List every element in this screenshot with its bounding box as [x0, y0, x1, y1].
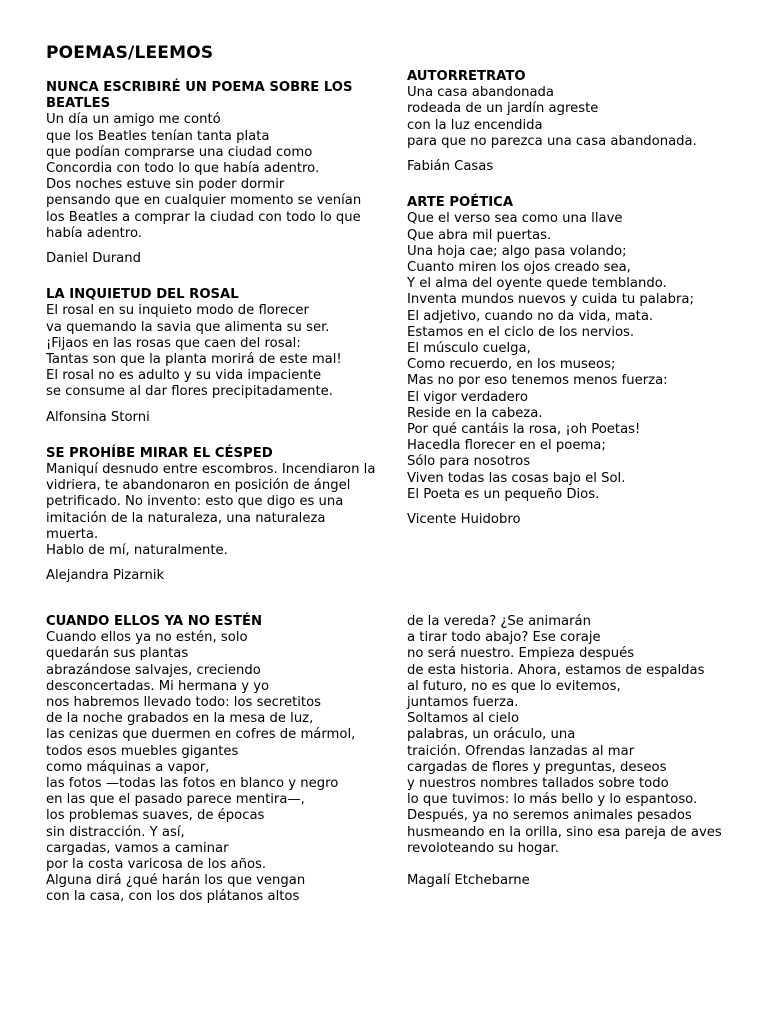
right-column-bottom — [407, 614, 737, 909]
poem-line: muerta. — [46, 526, 99, 542]
poem-author: Daniel Durand — [46, 251, 141, 267]
poem-author: Magalí Etchebarne — [407, 873, 530, 889]
poem-line: abrazándose salvajes, creciendo — [46, 662, 261, 678]
poem-line: cargadas, vamos a caminar — [46, 840, 229, 856]
poem-cuando-ellos-ya-no-esten-continued — [407, 614, 737, 889]
poem-line: sin distracción. Y así, — [46, 824, 185, 840]
poem-line: Una casa abandonada — [407, 85, 554, 101]
poem-la-inquietud-del-rosal — [46, 287, 376, 426]
poem-line: Una hoja cae; algo pasa volando; — [407, 243, 627, 259]
poem-line: que los Beatles tenían tanta plata — [46, 128, 270, 144]
poem-line: husmeando en la orilla, sino esa pareja de aves — [407, 824, 722, 840]
poem-line: Dos noches estuve sin poder dormir — [46, 177, 285, 193]
poem-line: lo que tuvimos: lo más bello y lo espantoso. — [407, 792, 698, 808]
poem-line: Viven todas las cosas bajo el Sol. — [407, 470, 626, 486]
poem-line: a tirar todo abajo? Ese coraje — [407, 630, 601, 646]
poem-line: El vigor verdadero — [407, 389, 528, 405]
poem-author: Vicente Huidobro — [407, 512, 521, 528]
poem-line: y nuestros nombres tallados sobre todo — [407, 776, 669, 792]
poem-line: para que no parezca una casa abandonada. — [407, 133, 697, 149]
poem-line: Inventa mundos nuevos y cuida tu palabra; — [407, 292, 694, 308]
poem-line: traición. Ofrendas lanzadas al mar — [407, 743, 635, 759]
poem-line: con la casa, con los dos plátanos altos — [46, 889, 300, 905]
poem-line: como máquinas a vapor, — [46, 759, 210, 775]
poem-line: había adentro. — [46, 225, 143, 241]
poem-line: Que el verso sea como una llave — [407, 211, 623, 227]
poem-line: Maniquí desnudo entre escombros. Incendiaron la — [46, 462, 376, 478]
poem-line: El rosal no es adulto y su vida impaciente — [46, 368, 322, 384]
poem-line: al futuro, no es que lo evitemos, — [407, 678, 621, 694]
poem-line: Cuando ellos ya no estén, solo — [46, 630, 248, 646]
poem-title: NUNCA ESCRIBIRÉ UN POEMA SOBRE LOS — [46, 80, 353, 95]
right-column-top — [407, 69, 737, 548]
poem-line: Reside en la cabeza. — [407, 405, 543, 421]
page-title: POEMAS/LEEMOS — [46, 43, 214, 63]
poem-title: CUANDO ELLOS YA NO ESTÉN — [46, 614, 263, 629]
poem-line: nos habremos llevado todo: los secretitos — [46, 695, 322, 711]
poem-line: de esta historia. Ahora, estamos de espaldas — [407, 662, 705, 678]
poem-line: rodeada de un jardín agreste — [407, 101, 599, 117]
poem-title: LA INQUIETUD DEL ROSAL — [46, 287, 239, 303]
poem-line: se consume al dar flores precipitadamente. — [46, 384, 333, 400]
poem-line: todos esos muebles gigantes — [46, 743, 239, 759]
poem-line: revoloteando su hogar. — [407, 840, 559, 856]
poem-line: Cuanto miren los ojos creado sea, — [407, 260, 631, 276]
poem-line: va quemando la savia que alimenta su ser. — [46, 319, 330, 335]
poem-line: El Poeta es un pequeño Dios. — [407, 486, 600, 502]
poem-line: ¡Fijaos en las rosas que caen del rosal: — [46, 335, 301, 351]
poem-author: Alfonsina Storni — [46, 409, 150, 425]
poem-line: cargadas de flores y preguntas, deseos — [407, 759, 667, 775]
poem-line: de la noche grabados en la mesa de luz, — [46, 711, 314, 727]
poem-line: palabras, un oráculo, una — [407, 727, 576, 743]
poem-line: Hablo de mí, naturalmente. — [46, 543, 228, 559]
poem-author: Alejandra Pizarnik — [46, 568, 165, 584]
poem-line: no será nuestro. Empieza después — [407, 646, 635, 662]
poem-line: pensando que en cualquier momento se venían — [46, 193, 362, 209]
poem-line: Concordia con todo lo que había adentro. — [46, 161, 320, 177]
poem-line: El músculo cuelga, — [407, 341, 531, 357]
left-column-top — [46, 80, 376, 604]
poem-title: ARTE POÉTICA — [407, 195, 514, 211]
poem-line: Como recuerdo, en los museos; — [407, 357, 616, 373]
poem-se-prohibe-mirar-el-cesped — [46, 446, 376, 585]
left-column-bottom — [46, 614, 376, 926]
poem-line: por la costa varicosa de los años. — [46, 857, 267, 873]
poem-line: desconcertadas. Mi hermana y yo — [46, 678, 270, 694]
poem-line: de la vereda? ¿Se animarán — [407, 614, 591, 629]
poem-line: Mas no por eso tenemos menos fuerza: — [407, 373, 668, 389]
poem-arte-poetica — [407, 195, 737, 528]
poem-line: Que abra mil puertas. — [407, 227, 552, 243]
poem-line: los Beatles a comprar la ciudad con todo lo que — [46, 209, 361, 225]
poem-line: Hacedla florecer en el poema; — [407, 438, 606, 454]
poem-title: BEATLES — [46, 96, 111, 112]
poem-line: con la luz encendida — [407, 117, 543, 133]
poem-line: que podían comprarse una ciudad como — [46, 144, 313, 160]
poem-autorretrato — [407, 69, 737, 175]
poem-line: vidriera, te abandonaron en posición de ángel — [46, 478, 351, 494]
poem-cuando-ellos-ya-no-esten — [46, 614, 376, 906]
poem-line: quedarán sus plantas — [46, 646, 189, 662]
poem-title: AUTORRETRATO — [407, 69, 526, 84]
poem-line: Sólo para nosotros — [407, 454, 531, 470]
poem-title: SE PROHÍBE MIRAR EL CÉSPED — [46, 445, 273, 461]
poem-line: El adjetivo, cuando no da vida, mata. — [407, 308, 654, 324]
poem-line: Alguna dirá ¿qué harán los que vengan — [46, 873, 306, 889]
poem-line: petrificado. No invento: esto que digo es una — [46, 494, 344, 510]
poem-line: en las que el pasado parece mentira—, — [46, 792, 305, 808]
poem-line: los problemas suaves, de épocas — [46, 808, 265, 824]
poem-nunca-escribire — [46, 80, 376, 267]
poem-line: Por qué cantáis la rosa, ¡oh Poetas! — [407, 422, 641, 438]
poem-line: Un día un amigo me contó — [46, 112, 221, 128]
poem-line: Soltamos al cielo — [407, 711, 520, 727]
poem-line: imitación de la naturaleza, una naturaleza — [46, 510, 326, 526]
poem-line: las cenizas que duermen en cofres de mármol, — [46, 727, 356, 743]
poem-line: Tantas son que la planta morirá de este mal! — [46, 352, 342, 368]
poem-author: Fabián Casas — [407, 159, 494, 175]
poem-line: juntamos fuerza. — [407, 695, 519, 711]
poem-line: El rosal en su inquieto modo de florecer — [46, 303, 309, 319]
poem-line: las fotos —todas las fotos en blanco y negro — [46, 776, 339, 792]
poem-line: Y el alma del oyente quede temblando. — [407, 276, 667, 292]
poem-line: Estamos en el ciclo de los nervios. — [407, 324, 635, 340]
poem-line: Después, ya no seremos animales pesados — [407, 808, 692, 824]
